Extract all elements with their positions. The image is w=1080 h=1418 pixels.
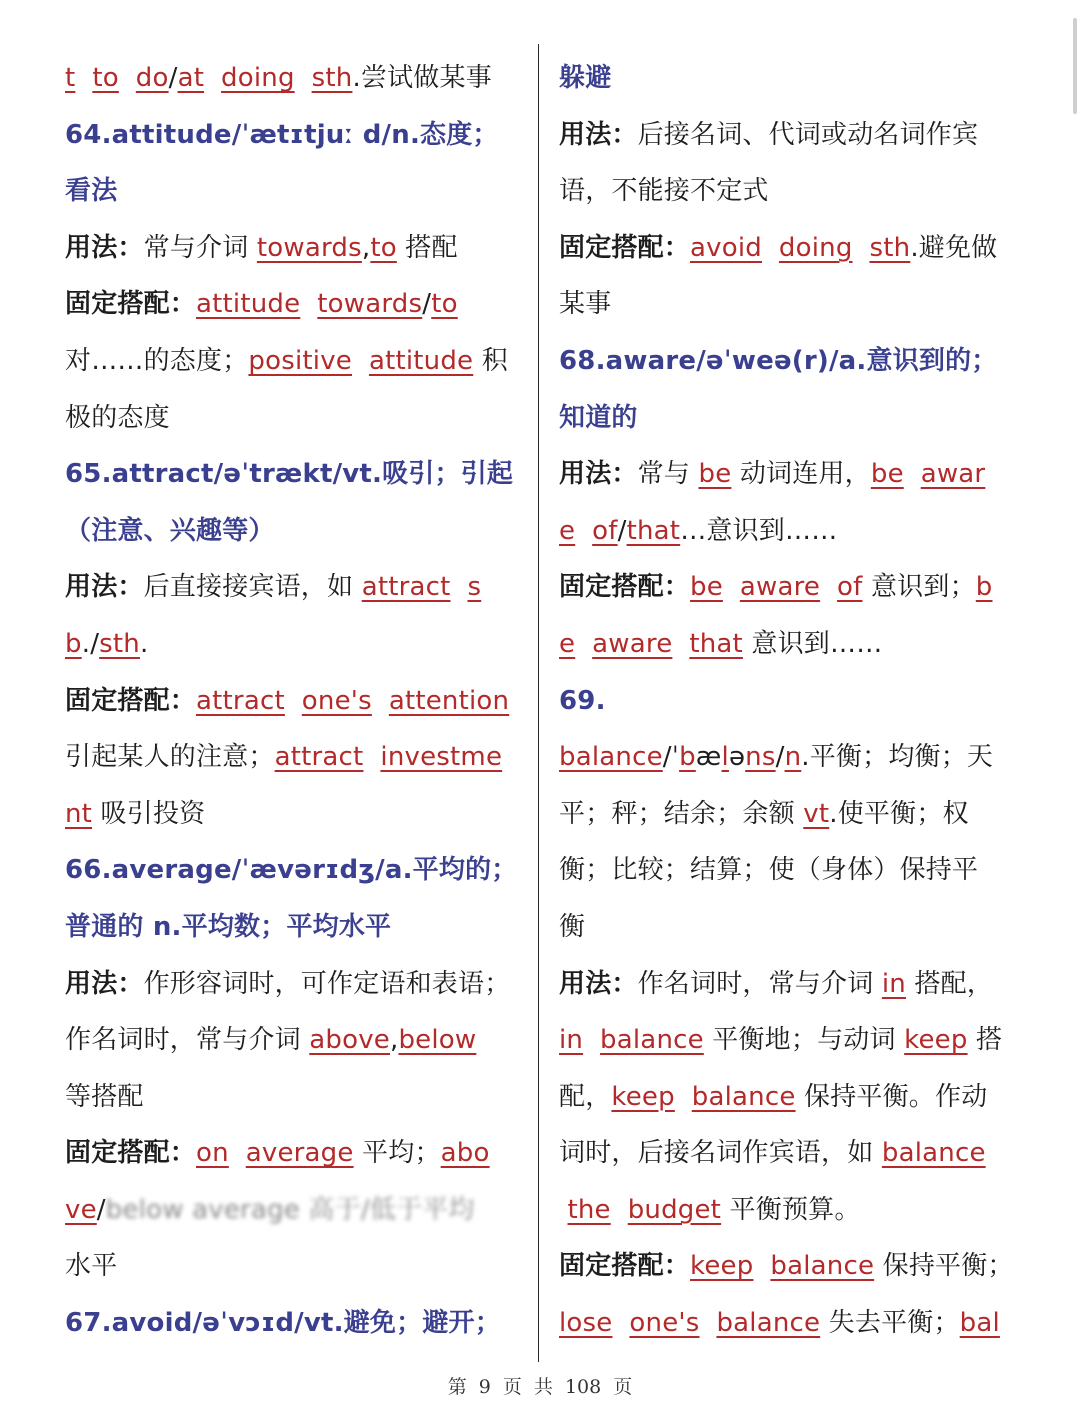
phrase-link: attention: [388, 685, 510, 716]
text: 常与: [637, 459, 699, 490]
line: [559, 503, 1021, 560]
text: 搭配: [396, 232, 458, 263]
line: [559, 1182, 1021, 1239]
entry-heading-66: 66.average/ˈævərɪdʒ/a.平均的；: [65, 855, 518, 886]
phonetic: /ˈ: [662, 742, 680, 773]
line: 语，不能接不定式: [559, 176, 769, 207]
line: 水平: [65, 1251, 118, 1282]
line: [65, 50, 527, 107]
collocation-line: [65, 276, 527, 333]
separator: /: [96, 1194, 106, 1225]
line: [559, 729, 1021, 786]
usage-label: 用法：: [559, 459, 638, 490]
entry-heading-67-cont: 躲避: [559, 63, 612, 93]
phrase-link: doing: [221, 63, 295, 93]
text: 后直接接宾语，如: [143, 572, 362, 603]
text: .使平衡；权: [829, 798, 969, 829]
text: 意识到……: [742, 628, 883, 659]
column-divider: [538, 44, 539, 1362]
separator: ,: [361, 232, 371, 263]
collocation-line: [65, 1125, 527, 1182]
line: [65, 729, 527, 786]
phrase-link: positive: [248, 345, 352, 376]
line: [559, 1069, 1021, 1126]
phrase-link: of: [592, 515, 618, 546]
line: [559, 616, 1021, 673]
line: [65, 333, 527, 390]
text: 作名词时，常与介词: [65, 1025, 310, 1056]
phrase-link: in: [559, 1025, 584, 1056]
text: 词时，后接名词作宾语，如: [559, 1138, 882, 1169]
collocation-label: 固定搭配：: [65, 1138, 197, 1169]
phrase-link: one's: [301, 685, 372, 716]
line: [559, 786, 1021, 843]
phrase-link: ve: [65, 1194, 97, 1225]
text: 积: [473, 345, 508, 376]
line: [65, 786, 527, 843]
text: 后接名词、代词或动名词作宾: [637, 119, 979, 150]
phrase-link: above: [309, 1025, 390, 1056]
phrase-link: doing: [778, 232, 853, 263]
right-column: [559, 50, 1021, 1352]
left-column: [65, 50, 527, 1352]
phrase-link: below: [398, 1025, 477, 1056]
meaning-text: .尝试做某事: [352, 63, 492, 93]
phrase-link: avoid: [690, 232, 762, 263]
separator: /: [422, 289, 432, 320]
phrase-link: s: [467, 572, 482, 603]
line: 衡: [559, 911, 586, 942]
collocation-label: 固定搭配：: [65, 289, 197, 320]
text: 平；秤；结余；余额: [559, 798, 804, 829]
text: 搭: [967, 1025, 1003, 1056]
phrase-link: towards: [317, 289, 423, 320]
usage-label: 用法：: [559, 119, 638, 150]
separator: /: [617, 515, 627, 546]
text: 平均；: [353, 1138, 441, 1169]
phrase-link: l: [721, 742, 729, 773]
text: .: [81, 628, 91, 659]
text: 常与介词: [143, 232, 257, 263]
phrase-link: balance: [600, 1025, 704, 1056]
line: [65, 1182, 527, 1239]
phrase-link: attitude: [368, 345, 474, 376]
phrase-link: of: [837, 572, 863, 603]
separator: ,: [390, 1025, 399, 1056]
phrase-link: keep: [611, 1081, 675, 1112]
phrase-link: to: [92, 63, 119, 93]
phrase-link: e: [559, 628, 576, 659]
entry-heading-67: 67.avoid/əˈvɔɪd/vt.避免；避开；: [65, 1308, 501, 1339]
collocation-label: 固定搭配：: [559, 572, 691, 603]
usage-label: 用法：: [65, 572, 144, 603]
text: 引起某人的注意；: [65, 742, 275, 773]
usage-line: [559, 446, 1021, 503]
phrase-link: e: [559, 515, 576, 546]
entry-heading-68-cont: 知道的: [559, 402, 638, 433]
collocation-label: 固定搭配：: [559, 232, 691, 263]
phrase-link: b: [975, 572, 993, 603]
entry-heading-65-cont: （注意、兴趣等）: [65, 515, 275, 546]
phrase-link: vt: [803, 798, 830, 829]
phrase-link: t: [65, 63, 76, 93]
text: 作名词时，常与介词: [637, 968, 882, 999]
line: 极的态度: [65, 402, 170, 433]
text: 搭配，: [905, 968, 994, 999]
collocation-line: [559, 559, 1021, 616]
line: [559, 1012, 1021, 1069]
phrase-link: average: [245, 1138, 354, 1169]
phrase-link: do: [135, 63, 169, 93]
usage-line: [65, 220, 527, 277]
page-footer: 第 9 页 共 108 页: [447, 1376, 633, 1398]
phrase-link: balance: [770, 1251, 875, 1282]
phrase-link: to: [370, 232, 397, 263]
phrase-link: awar: [920, 459, 986, 490]
phrase-link: balance: [691, 1081, 796, 1112]
phrase-link: abo: [440, 1138, 490, 1169]
phrase-link: aware: [739, 572, 821, 603]
phonetic: ə: [728, 742, 746, 773]
usage-label: 用法：: [65, 968, 144, 999]
text: 动词连用，: [731, 459, 871, 490]
phrase-link: towards: [256, 232, 362, 263]
entry-heading-66-cont: 普通的 n.平均数；平均水平: [65, 911, 392, 942]
phrase-link: aware: [592, 628, 673, 659]
separator: /: [168, 63, 178, 93]
text: 失去平衡；: [820, 1308, 960, 1339]
usage-label: 用法：: [65, 232, 144, 263]
phrase-link: attitude: [196, 289, 301, 320]
usage-line: [65, 956, 527, 1013]
collocation-line: [559, 220, 1021, 277]
usage-line: [559, 956, 1021, 1013]
text: .平衡；均衡；天: [801, 742, 994, 773]
phrase-link: on: [196, 1138, 229, 1169]
phrase-link: keep: [904, 1025, 968, 1056]
phrase-link: sth: [869, 232, 911, 263]
phrase-link: nt: [65, 798, 93, 829]
phrase-link: balance: [559, 742, 663, 773]
phrase-link: the: [567, 1194, 611, 1225]
phrase-link: ns: [745, 742, 776, 773]
phrase-link: sth: [311, 63, 353, 93]
separator: /: [90, 628, 100, 659]
phrase-link: b: [679, 742, 696, 773]
text: 保持平衡。作动: [795, 1081, 988, 1112]
entry-heading-65: 65.attract/əˈtrækt/vt.吸引；引起: [65, 459, 514, 490]
phrase-link: one's: [629, 1308, 700, 1339]
phrase-link: attract: [361, 572, 451, 603]
usage-line: [559, 107, 1021, 164]
blurred-text: below average 高于/低于平均: [105, 1194, 475, 1225]
phrase-link: that: [689, 628, 743, 659]
phrase-link: in: [881, 968, 906, 999]
collocation-label: 固定搭配：: [65, 685, 197, 716]
text: 意识到；: [862, 572, 976, 603]
text: …意识到……: [680, 515, 838, 546]
phrase-link: at: [177, 63, 205, 93]
phrase-link: budget: [627, 1194, 722, 1225]
text: 对……的态度；: [65, 345, 249, 376]
text: 保持平衡；: [874, 1251, 1014, 1282]
entry-heading-68: 68.aware/əˈweə(r)/a.意识到的；: [559, 345, 998, 376]
phrase-link: n: [784, 742, 802, 773]
phrase-link: balance: [716, 1308, 821, 1339]
phonetic: æ: [695, 742, 722, 773]
collocation-label: 固定搭配：: [559, 1251, 691, 1282]
collocation-line: [65, 673, 527, 730]
phrase-link: lose: [559, 1308, 613, 1339]
phrase-link: b: [65, 628, 82, 659]
line: [559, 1295, 1021, 1352]
text: 平衡预算。: [721, 1194, 861, 1225]
phrase-link: that: [626, 515, 681, 546]
usage-label: 用法：: [559, 968, 638, 999]
line: [65, 616, 527, 673]
text: 作形容词时，可作定语和表语；: [143, 968, 511, 999]
phrase-link: attract: [196, 685, 285, 716]
entry-heading-64: 64.attitude/ˈætɪtjuː d/n.态度；: [65, 119, 499, 150]
usage-line: [65, 559, 527, 616]
line: 某事: [559, 289, 612, 320]
line: 衡；比较；结算；使（身体）保持平: [559, 855, 979, 886]
phrase-link: be: [690, 572, 723, 603]
entry-heading-64-cont: 看法: [65, 176, 118, 207]
line: [65, 1012, 527, 1069]
text: .: [139, 628, 149, 659]
phrase-link: bal: [959, 1308, 1000, 1339]
collocation-line: [559, 1238, 1021, 1295]
text: 平衡地；与动词: [703, 1025, 905, 1056]
phrase-link: keep: [690, 1251, 754, 1282]
text: 吸引投资: [92, 798, 206, 829]
phrase-link: be: [870, 459, 904, 490]
separator: /: [775, 742, 785, 773]
phrase-link: investme: [380, 742, 503, 773]
phrase-link: sth: [99, 628, 140, 659]
phrase-link: attract: [274, 742, 364, 773]
scrollbar-thumb[interactable]: [1073, 18, 1077, 114]
phrase-link: balance: [881, 1138, 986, 1169]
line: 等搭配: [65, 1081, 144, 1112]
line: [559, 1125, 1021, 1182]
phrase-link: be: [698, 459, 732, 490]
entry-heading-69: 69.: [559, 685, 606, 716]
phrase-link: to: [431, 289, 458, 320]
text: 配，: [559, 1081, 612, 1112]
text: .避免做: [910, 232, 998, 263]
